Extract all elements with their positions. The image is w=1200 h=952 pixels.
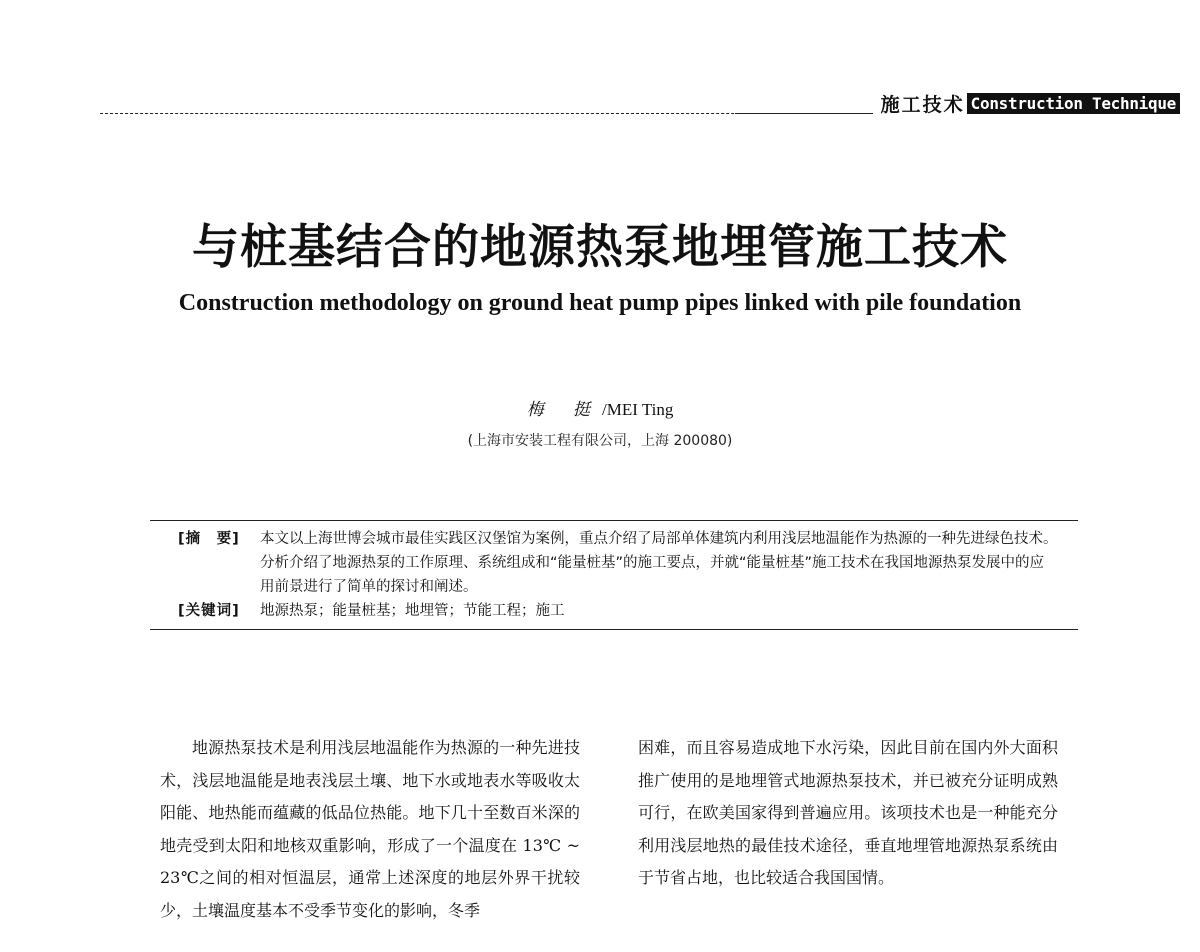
abstract-row — [150, 527, 1078, 599]
author-affiliation: (上海市安装工程有限公司，上海 200080) — [467, 433, 733, 449]
abstract-text: 本文以上海世博会城市最佳实践区汉堡馆为案例，重点介绍了局部单体建筑内利用浅层地温能作为热源的一种先进绿色技术。分析介绍了地源热泵的工作原理、系统组成和“能量桩基”的施工要点，并就“能量桩基”施工技术在我国地源热泵发展中的应用前景进行了简单的探讨和阐述。 — [260, 531, 1058, 595]
author-name-en: /MEI Ting — [602, 400, 674, 419]
page-title-english: Construction methodology on ground heat pump pipes linked with pile foundation — [178, 290, 1022, 316]
keywords-label: [关键词] — [178, 603, 240, 619]
abstract-label: [摘 要] — [178, 531, 240, 547]
section-label-en: Construction Technique — [967, 93, 1180, 114]
author-line — [0, 395, 1200, 420]
section-label-cn: 施工技术 — [880, 94, 965, 116]
page-title: 与桩基结合的地源热泵地埋管施工技术 — [192, 220, 1008, 275]
section-label — [873, 90, 1180, 117]
body-column-right: 困难，而且容易造成地下水污染，因此目前在国内外大面积推广使用的是地埋管式地源热泵技术，并已被充分证明成熟可行，在欧美国家得到普遍应用。该项技术也是一种能充分利用浅层地热的最佳技术途径，垂直地埋管地源热泵系统由于节省占地，也比较适合我国国情。 — [638, 738, 1058, 887]
keywords-text: 地源热泵；能量桩基；地埋管；节能工程；施工 — [260, 603, 565, 619]
abstract-box — [150, 520, 1078, 630]
body-column-left: 地源热泵技术是利用浅层地温能作为热源的一种先进技术，浅层地温能是地表浅层土壤、地下水或地表水等吸收太阳能、地热能而蕴藏的低品位热能。地下几十至数百米深的地壳受到太阳和地核双重影响，形成了一个温度在 13℃ ~ 23℃之间的相对恒温层，通常上述深度的地层外界干扰较少，土壤温度基本不受季节变化的影响，冬季 — [160, 738, 580, 920]
keywords-row — [150, 599, 1078, 623]
author-name-cn: 梅 挺 — [526, 400, 603, 420]
